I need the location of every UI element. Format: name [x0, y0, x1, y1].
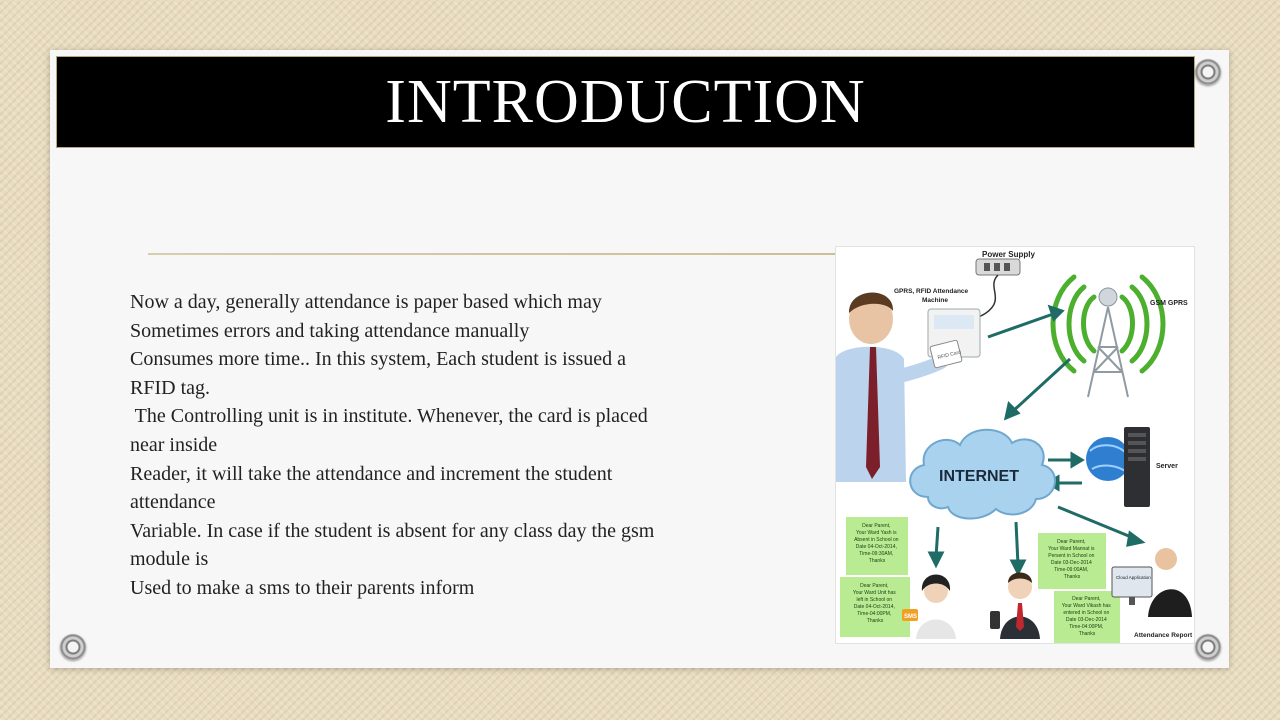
body-text: [130, 288, 760, 603]
server-label: Server: [1156, 463, 1178, 470]
body-line: Consumes more time.. In this system, Each student is issued a: [130, 348, 627, 371]
body-line: module is: [130, 548, 209, 571]
msg1-line: Thanks: [868, 558, 886, 564]
sms-badge-label: SMS: [904, 614, 918, 620]
rfid-machine-label-2: Machine: [922, 297, 949, 304]
title-bar: [56, 56, 1195, 148]
attendance-report-icon: [1112, 548, 1192, 617]
msg1-line: Absent in School on: [854, 537, 899, 543]
body-line: Now a day, generally attendance is paper based which may: [130, 291, 602, 313]
body-line: Used to make a sms to their parents inform: [130, 576, 475, 599]
power-supply-label: Power Supply: [982, 250, 1035, 259]
parent-father-icon: [990, 573, 1040, 640]
body-line: The Controlling unit is in institute. Whenever, the card is placed: [130, 405, 648, 428]
msg1-line: Your Ward Yash is: [856, 530, 897, 536]
body-line: Sometimes errors and taking attendance manually: [130, 319, 530, 342]
cloud-application-label: Cloud Application: [1116, 575, 1151, 580]
rfid-machine-icon: [928, 309, 980, 368]
message-note: [846, 517, 908, 575]
msg2-line: Your Ward Unit has: [852, 590, 896, 596]
msg4-line: Date 03-Dec-2014: [1065, 617, 1107, 623]
msg3-line: Persent in School on: [1048, 553, 1095, 559]
msg2-line: left in School on: [856, 597, 893, 603]
rfid-machine-label-1: GPRS, RFID Attendance: [894, 288, 969, 295]
msg3-line: Date 03-Dec-2014: [1050, 560, 1092, 566]
slide-title: INTRODUCTION: [385, 67, 866, 136]
msg1-line: Dear Parent,: [862, 523, 891, 529]
attendance-report-label: Attendance Report: [1134, 632, 1193, 639]
msg1-line: Date 04-Oct-2014,: [855, 544, 897, 550]
msg3-line: Dear Parent,: [1057, 539, 1086, 545]
body-line: RFID tag.: [130, 376, 210, 399]
gsm-gprs-label: GSM GPRS: [1150, 300, 1188, 307]
parent-mother-icon: [902, 575, 956, 640]
message-note: [840, 577, 910, 637]
grommet-bottom-right: [1195, 634, 1221, 660]
internet-label: INTERNET: [939, 468, 1019, 485]
body-line: near inside: [130, 433, 218, 456]
body-line: attendance: [130, 491, 216, 514]
msg2-line: Date 04-Oct-2014,: [853, 604, 895, 610]
grommet-bottom-left: [60, 634, 86, 660]
rfid-system-diagram: [835, 246, 1195, 644]
msg4-line: Your Ward Vikash has: [1061, 603, 1111, 609]
rfid-card-label: RFID Card: [937, 349, 962, 362]
message-note: [1054, 591, 1120, 643]
message-note: [1038, 533, 1106, 589]
grommet-top-right: [1195, 59, 1221, 85]
msg4-line: entered in School on: [1063, 610, 1110, 616]
msg4-line: Thanks: [1078, 631, 1096, 637]
msg4-line: Time-04:00PM,: [1069, 624, 1104, 630]
body-line: Reader, it will take the attendance and increment the student: [130, 462, 613, 485]
msg3-line: Time-09:00AM,: [1054, 567, 1089, 573]
msg1-line: Time-09:30AM,: [859, 551, 894, 557]
gsm-tower-icon: [1053, 277, 1163, 397]
msg4-line: Dear Parent,: [1072, 596, 1101, 602]
msg3-line: Thanks: [1063, 574, 1081, 580]
divider-line: [148, 253, 838, 255]
body-line: Variable. In case if the student is absent for any class day the gsm: [130, 519, 655, 542]
msg2-line: Thanks: [866, 618, 884, 624]
msg2-line: Dear Parent,: [860, 583, 889, 589]
msg3-line: Your Ward Mannat is: [1048, 546, 1095, 552]
msg2-line: Time-04:00PM,: [857, 611, 892, 617]
server-icon: [1086, 427, 1150, 507]
